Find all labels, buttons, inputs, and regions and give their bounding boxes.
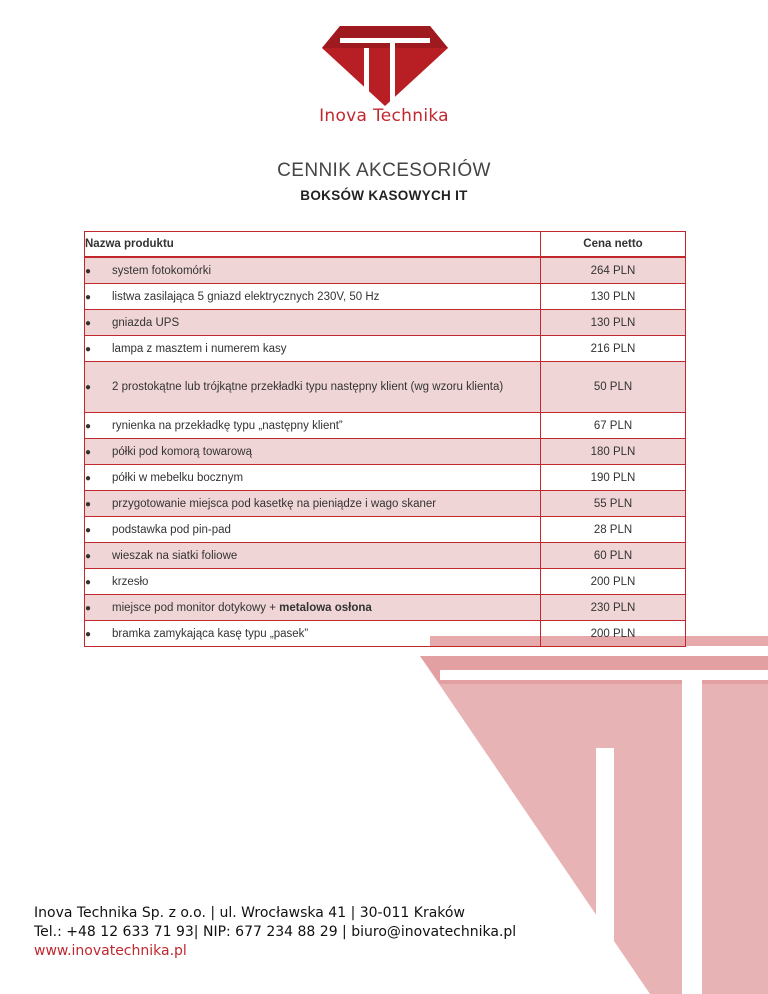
product-price: 216 PLN: [541, 336, 686, 362]
product-price: 200 PLN: [541, 569, 686, 595]
product-name: podstawka pod pin-pad: [112, 523, 231, 536]
bullet-icon: ●: [85, 265, 92, 277]
table-row: [85, 362, 686, 413]
table-row: [85, 517, 686, 543]
product-price: 28 PLN: [541, 517, 686, 543]
product-price: 230 PLN: [541, 595, 686, 621]
diamond-t-logo: [322, 26, 448, 106]
product-price: 50 PLN: [541, 362, 686, 413]
table-row: [85, 257, 686, 284]
bullet-icon: ●: [85, 524, 92, 536]
bullet-icon: ●: [85, 381, 92, 393]
bullet-icon: ●: [85, 291, 92, 303]
product-price: 67 PLN: [541, 413, 686, 439]
product-name: bramka zamykająca kasę typu „pasek”: [112, 627, 309, 640]
table-row: [85, 310, 686, 336]
header-net-price: Cena netto: [541, 232, 686, 258]
bullet-icon: ●: [85, 602, 92, 614]
footer-address: Inova Technika Sp. z o.o. | ul. Wrocławska 41 | 30-011 Kraków: [34, 905, 465, 921]
product-price: 200 PLN: [541, 621, 686, 647]
product-price: 60 PLN: [541, 543, 686, 569]
document-title: CENNIK AKCESORIÓW: [277, 160, 491, 181]
table-header-row: [85, 232, 686, 258]
product-name: wieszak na siatki foliowe: [112, 549, 238, 562]
product-name: 2 prostokątne lub trójkątne przekładki typu następny klient (wg wzoru klienta): [112, 380, 504, 393]
product-price: 55 PLN: [541, 491, 686, 517]
footer-contact: Tel.: +48 12 633 71 93| NIP: 677 234 88 29 | biuro@inovatechnika.pl: [34, 924, 517, 940]
table-row: [85, 595, 686, 621]
product-name: miejsce pod monitor dotykowy +: [112, 601, 280, 614]
product-price: 264 PLN: [541, 257, 686, 284]
bullet-icon: ●: [85, 420, 92, 432]
price-table: [84, 231, 686, 647]
product-name: gniazda UPS: [112, 316, 180, 329]
table-row: [85, 336, 686, 362]
table-row: [85, 621, 686, 647]
product-name: przygotowanie miejsca pod kasetkę na pieniądze i wago skaner: [112, 497, 437, 510]
bullet-icon: ●: [85, 446, 92, 458]
product-price: 180 PLN: [541, 439, 686, 465]
product-name: półki pod komorą towarową: [112, 445, 252, 458]
product-price: 130 PLN: [541, 284, 686, 310]
brand-name: Inova Technika: [319, 106, 449, 126]
bullet-icon: ●: [85, 628, 92, 640]
document-subtitle: BOKSÓW KASOWYCH IT: [300, 188, 468, 203]
footer: [34, 904, 516, 961]
product-price: 190 PLN: [541, 465, 686, 491]
bullet-icon: ●: [85, 576, 92, 588]
table-row: [85, 543, 686, 569]
product-name: rynienka na przekładkę typu „następny klient”: [112, 419, 343, 432]
product-name: lampa z masztem i numerem kasy: [112, 342, 287, 355]
bullet-icon: ●: [85, 343, 92, 355]
table-row: [85, 439, 686, 465]
bullet-icon: ●: [85, 317, 92, 329]
product-name-bold: metalowa osłona: [279, 601, 372, 614]
product-name: listwa zasilająca 5 gniazd elektrycznych 230V, 50 Hz: [112, 290, 380, 303]
product-name: system fotokomórki: [112, 264, 212, 277]
bullet-icon: ●: [85, 550, 92, 562]
header-product-name: Nazwa produktu: [85, 232, 541, 258]
product-name: krzesło: [112, 575, 149, 588]
footer-website-link[interactable]: www.inovatechnika.pl: [34, 943, 187, 959]
table-row: [85, 491, 686, 517]
table-row: [85, 569, 686, 595]
product-name: półki w mebelku bocznym: [112, 471, 244, 484]
table-row: [85, 413, 686, 439]
bullet-icon: ●: [85, 472, 92, 484]
bullet-icon: ●: [85, 498, 92, 510]
table-row: [85, 465, 686, 491]
product-price: 130 PLN: [541, 310, 686, 336]
table-row: [85, 284, 686, 310]
